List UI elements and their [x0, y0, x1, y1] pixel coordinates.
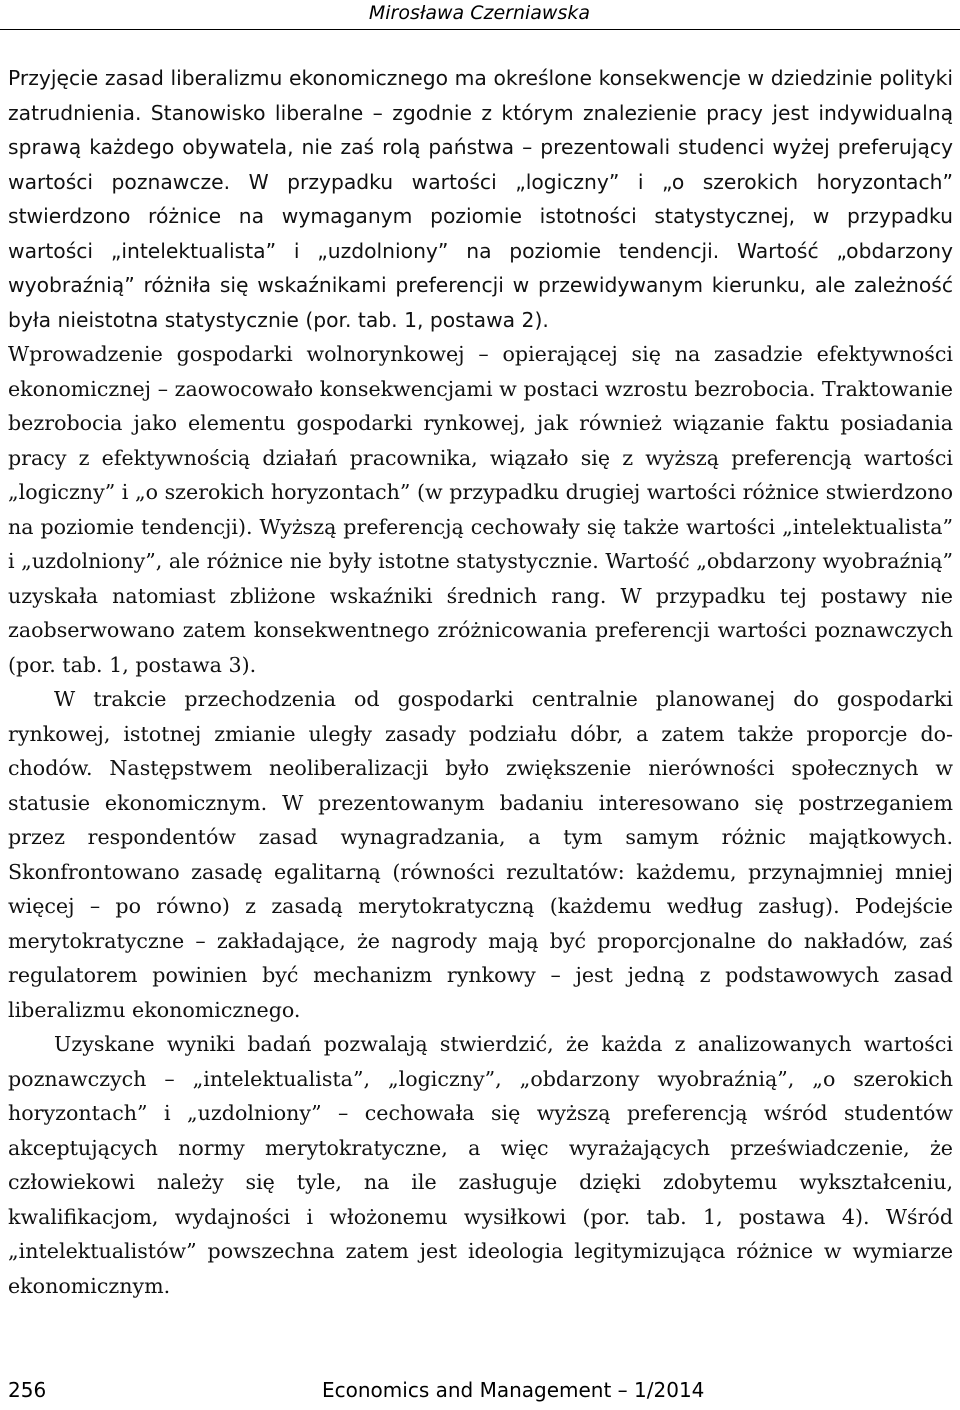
body-text — [8, 61, 953, 1303]
paragraph-4: Uzyskane wyniki badań pozwalają stwierdzić, że każda z analizowanych wartości poznawczych – „intelektualista”, „logiczny”, „obdarzony wyobraźnią”, „o szerokich horyzontach” i „uzdolniony” – cechowała się wyższą preferencją wśród studentów akceptujących normy merytokratyczne, a więc wyrażających przeświadczenie, że człowiekowi należy się tyle, na ile zasługuje dzięki zdobytemu wykształceniu, kwalifikacjom, wydajności i włożonemu wysiłkowi (por. tab. 1, postawa 4). Wśród „intelektualistów” powszechna zatem jest ideologia legitymizująca różnice w wymiarze ekonomicznym. — [8, 1032, 953, 1298]
journal-citation: Economics and Management – 1/2014 — [322, 1378, 705, 1402]
running-header — [0, 0, 960, 30]
paragraph-2: Wprowadzenie gospodarki wolnorynkowej – opierającej się na zasadzie efektywności ekonomicznej – zaowocowało konsekwencjami w postaci wzrostu bezrobocia. Traktowanie bezrobocia jako elementu gospodarki rynkowej, jak również wiązanie faktu posiadania pracy z efektywnością działań pracownika, wiązało się z wyższą preferencją wartości „logiczny” i „o szerokich horyzontach” (w przypadku drugiej wartości różnice stwierdzono na poziomie tendencji). Wyższą preferencją cechowały się także wartości „intelektualista” i „uzdolniony”, ale różnice nie były istotne statystycznie. Wartość „obdarzony wyobraźnią” uzyskała natomiast zbliżone wskaźniki średnich rang. W przypadku tej postawy nie zaobserwowano zatem konsekwentnego zróżnicowania preferencji wartości poznawczych (por. tab. 1, postawa 3). — [8, 342, 953, 677]
paragraph-1: Przyjęcie zasad liberalizmu ekonomicznego ma określone konsekwencje w dziedzinie polityki zatrudnienia. Stanowisko liberalne – zgodnie z którym znalezienie pracy jest indywidualną sprawą każdego obywatela, nie zaś rolą państwa – prezentowali studenci wyżej preferujący wartości poznawcze. W przypadku wartości „logiczny” i „o szerokich horyzontach” stwierdzono różnice na wymaganym poziomie istotności statystycznej, w przypadku wartości „intelektualista” i „uzdolniony” na poziomie tendencji. Wartość „obdarzony wyobraźnią” różniła się wskaźnikami preferencji w przewidywanym kierunku, ale zależność była nieistotna statystycznie (por. tab. 1, postawa 2). — [8, 66, 953, 332]
page-number: 256 — [8, 1378, 47, 1402]
header-author: Mirosława Czerniawska — [368, 2, 590, 24]
paragraph-3: W trakcie przechodzenia od gospodarki centralnie planowanej do gospodarki rynkowej, istotnej zmianie uległy zasady podziału dóbr, a zatem także proporcje dochodów. Następstwem neoliberalizacji było zwiększenie nierówności społecznych w statusie ekonomicznym. W prezentowanym badaniu interesowano się postrzeganiem przez respondentów zasad wynagradzania, a tym samym różnic majątkowych. Skonfrontowano zasadę egalitarną (równości rezultatów: każdemu, przynajmniej mniej więcej – po równo) z zasadą merytokratyczną (każdemu według zasług). Podejście merytokratyczne – zakładające, że nagrody mają być proporcjonalne do nakładów, zaś regulatorem powinien być mechanizm rynkowy – jest jedną z podstawowych zasad liberalizmu ekonomicznego. — [8, 687, 953, 1022]
page-footer — [0, 1378, 960, 1408]
